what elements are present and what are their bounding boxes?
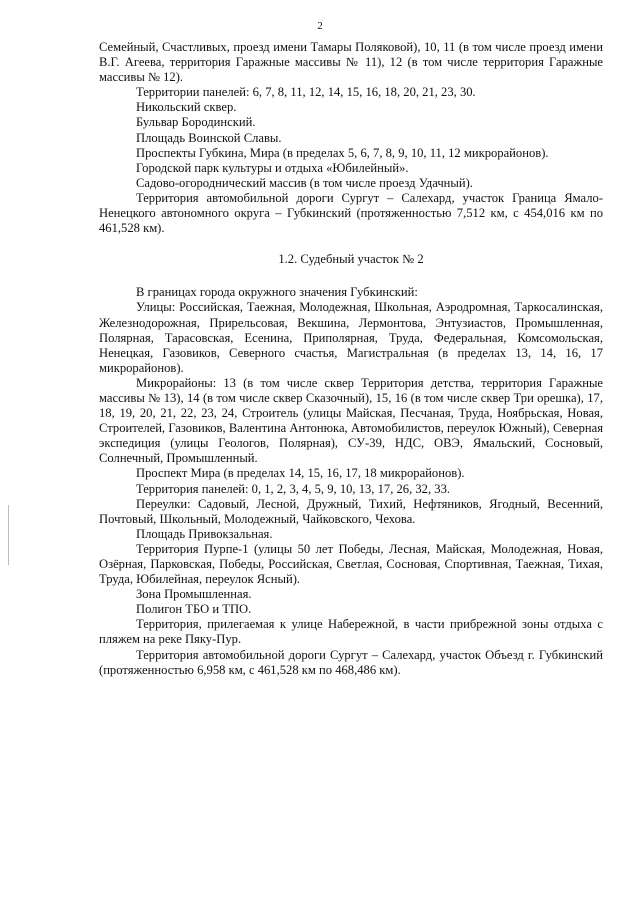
paragraph-landfill: Полигон ТБО и ТПО.: [136, 602, 252, 617]
section-heading: 1.2. Судебный участок № 2: [278, 252, 424, 267]
paragraph-panel-territories: Территории панелей: 6, 7, 8, 11, 12, 14, 15, 16, 18, 20, 21, 23, 30.: [136, 85, 476, 100]
paragraph-microdistricts: Микрорайоны: 13 (в том числе сквер Территория детства, территория Гаражные массивы № 13), 14 (в том числе сквер Сказочный), 15, 16 (в том числе сквер Три орешка), 17, 18, 19, 20, 21, 22, 23, 24, Строитель (улицы Майская, Песчаная, Труда, Ноябрьская, Новая, Строителей, Газовиков, Валентина Антонюка, Автомобилистов, переулок Южный), Северная экспедиция (улицы Геологов, Полярная), СУ-39, НДС, ОВЭ, Ямальский, Сосновый, Солнечный, Промышленный.: [99, 375, 603, 466]
paragraph-military-glory-square: Площадь Воинской Славы.: [136, 130, 282, 145]
paragraph-lanes: Переулки: Садовый, Лесной, Дружный, Тихий, Нефтяников, Ягодный, Весенний, Почтовый, Школьный, Молодежный, Чайковского, Чехова.: [99, 496, 603, 526]
paragraph-continuation: Семейный, Счастливых, проезд имени Тамары Поляковой), 10, 11 (в том числе проезд имени В.Г. Агеева, территория Гаражные массивы № 11), 12 (в том числе территория Гаражные массивы № 12).: [99, 40, 603, 85]
paragraph-nikolsky-square: Никольский сквер.: [136, 100, 237, 115]
paragraph-purpe-1: Территория Пурпе-1 (улицы 50 лет Победы, Лесная, Майская, Молодежная, Новая, Озёрная, Парковская, Победы, Российская, Светлая, Сосновая, Спортивная, Таежная, Тихая, Труда, Юбилейная, переулок Ясный).: [99, 541, 603, 587]
scan-margin-mark: [8, 505, 9, 565]
paragraph-garden-massif: Садово-огороднический массив (в том числе проезд Удачный).: [136, 175, 473, 190]
paragraph-avenues: Проспекты Губкина, Мира (в пределах 5, 6, 7, 8, 9, 10, 11, 12 микрорайонов).: [136, 145, 549, 160]
paragraph-highway-section-1: Территория автомобильной дороги Сургут – Салехард, участок Граница Ямало-Ненецкого автономного округа – Губкинский (протяженностью 7,512 км, с 454,016 км по 461,528 км).: [99, 190, 603, 236]
paragraph-city-park: Городской парк культуры и отдыха «Юбилейный».: [136, 160, 409, 175]
paragraph-industrial-zone: Зона Промышленная.: [136, 587, 252, 602]
paragraph-highway-section-2: Территория автомобильной дороги Сургут – Салехард, участок Объезд г. Губкинский (протяженностью 6,958 км, с 461,528 км по 468,486 км).: [99, 647, 603, 677]
paragraph-streets: Улицы: Российская, Таежная, Молодежная, Школьная, Аэродромная, Таркосалинская, Железнодорожная, Прирельсовая, Векшина, Лермонтова, Энтузиастов, Промышленная, Полярная, Тарасовская, Есенина, Приполярная, Труда, Федеральная, Комсомольская, Ненецкая, Газовиков, Северного счастья, Магистральная (в пределах 13, 14, 16, 17 микрорайонов).: [99, 300, 603, 375]
document-body: [99, 40, 603, 678]
paragraph-station-square: Площадь Привокзальная.: [136, 526, 273, 541]
paragraph-city-boundaries: В границах города окружного значения Губкинский:: [136, 285, 418, 300]
page-number: 2: [317, 20, 323, 32]
paragraph-panel-territories-2: Территория панелей: 0, 1, 2, 3, 4, 5, 9, 10, 13, 17, 26, 32, 33.: [136, 481, 451, 496]
paragraph-borodinsky-boulevard: Бульвар Бородинский.: [136, 115, 256, 130]
paragraph-embankment: Территория, прилегаемая к улице Набережной, в части прибрежной зоны отдыха с пляжем на реке Пяку-Пур.: [99, 617, 603, 647]
paragraph-mira-avenue: Проспект Мира (в пределах 14, 15, 16, 17, 18 микрорайонов).: [136, 466, 465, 481]
